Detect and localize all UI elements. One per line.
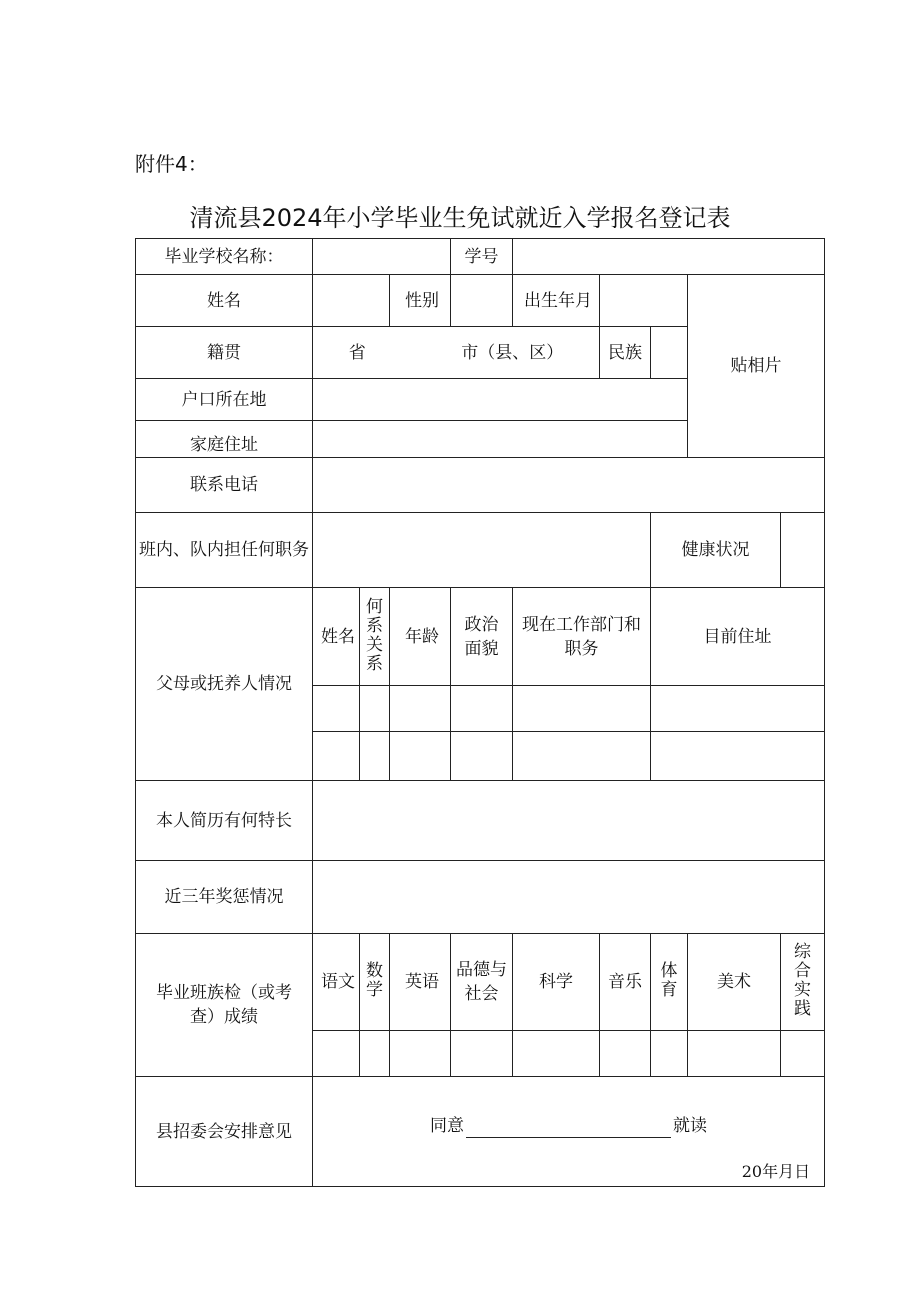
phone-label: 联系电话 [136, 458, 313, 513]
subject-english: 英语 [390, 934, 451, 1031]
subject-art: 美术 [688, 934, 781, 1031]
parent-address-field[interactable] [651, 686, 825, 732]
address-label: 家庭住址 [136, 421, 313, 458]
parent-political-field[interactable] [451, 732, 513, 781]
class-role-label: 班内、队内担任何职务 [136, 513, 313, 588]
parents-header-political: 政治面貌 [451, 588, 513, 686]
grade-field[interactable] [781, 1031, 825, 1077]
attachment-label: 附件4： [135, 152, 208, 176]
birth-label: 出生年月 [513, 275, 600, 327]
awards-field[interactable] [313, 861, 825, 934]
photo-box: 贴相片 [688, 275, 825, 458]
grade-field[interactable] [513, 1031, 600, 1077]
parent-relation-field[interactable] [360, 732, 390, 781]
committee-label: 县招委会安排意见 [136, 1077, 313, 1187]
attend-text: 就读 [673, 1115, 708, 1136]
parent-name-field[interactable] [313, 732, 360, 781]
ethnicity-field[interactable] [651, 327, 688, 379]
subject-pe: 体育 [651, 934, 688, 1031]
parent-political-field[interactable] [451, 686, 513, 732]
parents-header-address: 目前住址 [651, 588, 825, 686]
student-id-field[interactable] [513, 239, 825, 275]
school-name-field[interactable] [313, 239, 451, 275]
subject-practice: 综合实践 [781, 934, 825, 1031]
city-label: 市（县、区） [461, 342, 564, 363]
subject-math: 数学 [360, 934, 390, 1031]
origin-label: 籍贯 [136, 327, 313, 379]
subject-music: 音乐 [600, 934, 651, 1031]
subject-chinese: 语文 [313, 934, 360, 1031]
province-label: 省 [348, 342, 366, 363]
gender-field[interactable] [451, 275, 513, 327]
class-role-field[interactable] [313, 513, 651, 588]
parents-header-name: 姓名 [313, 588, 360, 686]
resume-label: 本人简历有何特长 [136, 781, 313, 861]
ethnicity-label: 民族 [600, 327, 651, 379]
grade-field[interactable] [313, 1031, 360, 1077]
parent-job-field[interactable] [513, 686, 651, 732]
address-field[interactable] [313, 421, 688, 458]
parent-name-field[interactable] [313, 686, 360, 732]
page-title: 清流县2024年小学毕业生免试就近入学报名登记表 [189, 204, 731, 232]
school-name-label: 毕业学校名称： [136, 239, 313, 275]
student-id-label: 学号 [451, 239, 513, 275]
committee-opinion [313, 1077, 825, 1187]
resume-field[interactable] [313, 781, 825, 861]
grades-label: 毕业班族检（或考查）成绩 [136, 934, 313, 1077]
parents-header-job: 现在工作部门和职务 [513, 588, 651, 686]
subject-morality: 品德与社会 [451, 934, 513, 1031]
parent-address-field[interactable] [651, 732, 825, 781]
grade-field[interactable] [451, 1031, 513, 1077]
health-field[interactable] [781, 513, 825, 588]
awards-label: 近三年奖惩情况 [136, 861, 313, 934]
parents-label: 父母或抚养人情况 [136, 588, 313, 781]
parent-job-field[interactable] [513, 732, 651, 781]
grade-field[interactable] [651, 1031, 688, 1077]
hukou-label: 户口所在地 [136, 379, 313, 421]
registration-form [135, 238, 825, 1187]
grade-field[interactable] [360, 1031, 390, 1077]
parents-header-relation: 何系关系 [360, 588, 390, 686]
name-label: 姓名 [136, 275, 313, 327]
parents-header-age: 年龄 [390, 588, 451, 686]
origin-field[interactable] [313, 327, 600, 379]
hukou-field[interactable] [313, 379, 688, 421]
parent-relation-field[interactable] [360, 686, 390, 732]
grade-field[interactable] [390, 1031, 451, 1077]
birth-field[interactable] [600, 275, 688, 327]
health-label: 健康状况 [651, 513, 781, 588]
parent-age-field[interactable] [390, 732, 451, 781]
name-field[interactable] [313, 275, 390, 327]
gender-label: 性别 [390, 275, 451, 327]
phone-field[interactable] [313, 458, 825, 513]
subject-science: 科学 [513, 934, 600, 1031]
grade-field[interactable] [600, 1031, 651, 1077]
agree-text: 同意 [430, 1115, 465, 1136]
grade-field[interactable] [688, 1031, 781, 1077]
date-text: 20年月日 [741, 1161, 811, 1181]
school-assignment-blank[interactable] [466, 1117, 671, 1138]
parent-age-field[interactable] [390, 686, 451, 732]
